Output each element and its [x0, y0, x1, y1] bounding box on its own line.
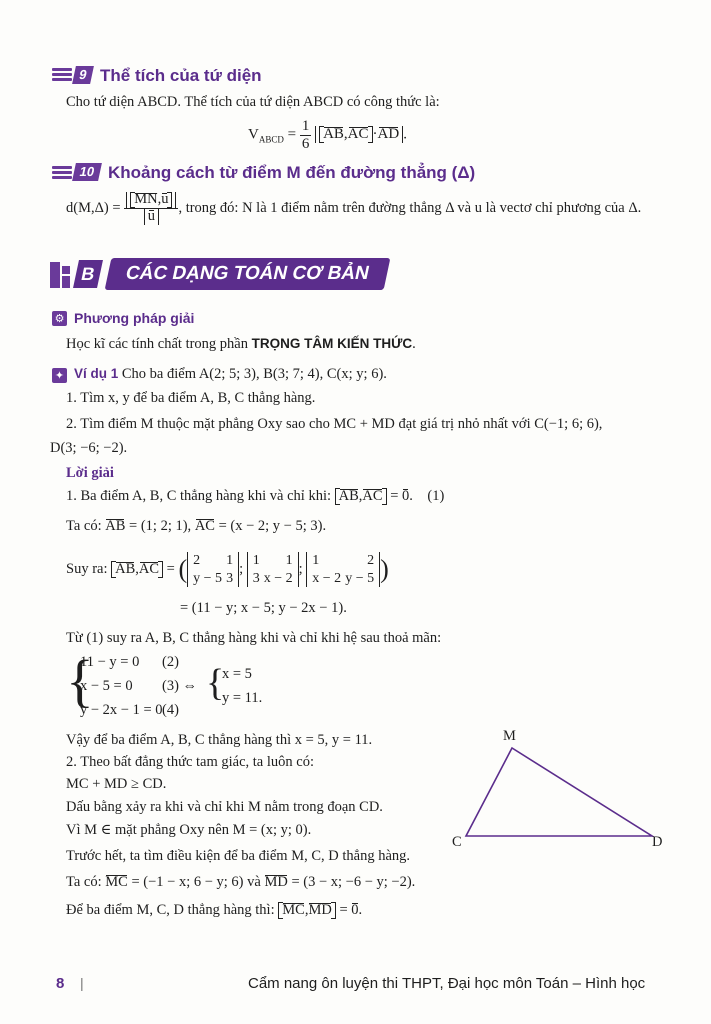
- triangle-figure: [440, 724, 680, 854]
- method-title: Phương pháp giải: [74, 310, 195, 326]
- solution-line: = (11 − y; x − 5; y − 2x − 1).: [180, 600, 347, 616]
- solution-line: Ta có: MC = (−1 − x; 6 − y; 6) và MD = (3 − x; −6 − y; −2).: [66, 874, 416, 890]
- section-number-badge: 10: [72, 163, 102, 181]
- example-stem: Ví dụ 1 Cho ba điểm A(2; 5; 3), B(3; 7; 4), C(x; y; 6).: [74, 366, 387, 382]
- solution-line: Vậy để ba điểm A, B, C thẳng hàng thì x = 5, y = 11.: [66, 732, 373, 748]
- gear-icon: ⚙: [52, 311, 67, 326]
- distance-formula: d(M,Δ) = $\frac{MN,u}{u}$ , trong đó: N là 1 điểm nằm trên đường thẳng Δ và u là vectơ chỉ phương của Δ.: [66, 191, 642, 224]
- formula-note: , trong đó: N là 1 điểm nằm trên đường thẳng Δ và u là vectơ chỉ phương của Δ.: [178, 199, 642, 216]
- point-label-m: M: [503, 728, 516, 744]
- question-continued: D(3; −6; −2).: [50, 440, 128, 456]
- solution-line: Từ (1) suy ra A, B, C thẳng hàng khi và chỉ khi hệ sau thoả mãn:: [66, 630, 442, 646]
- lightbulb-icon: ✦: [52, 368, 67, 383]
- part-b-icon: [50, 262, 72, 288]
- point-label-c: C: [452, 834, 462, 850]
- solution-line: Ta có: AB = (1; 2; 1), AC = (x − 2; y − 5; 3).: [66, 518, 327, 534]
- part-letter: B: [73, 260, 103, 288]
- section-stack-icon: [52, 68, 72, 82]
- section-title: Thể tích của tứ diện: [100, 66, 262, 85]
- section-number-badge: 9: [72, 66, 94, 84]
- solution-line: Suy ra: AB,AC = ( 2 1 y − 5 3; 1 1 3 x − 2; 1 2 x − 2 y − 5 ): [66, 553, 389, 586]
- footer-separator: |: [80, 975, 84, 991]
- question: 2. Tìm điểm M thuộc mặt phẳng Oxy sao cho MC + MD đạt giá trị nhỏ nhất với C(−1; 6; 6),: [66, 416, 603, 432]
- page-number: 8: [56, 975, 65, 992]
- method-text: Học kĩ các tính chất trong phần TRỌNG TÂM KIẾN THỨC.: [66, 336, 416, 352]
- equation-system: { 11 − y = 0 (2) x − 5 = 0 (3) ⇔ y − 2x − 1 = 0 (4) { x = 5 y = 11.: [66, 648, 263, 718]
- solution-label: Lời giải: [66, 465, 114, 481]
- solution-line: 2. Theo bất đẳng thức tam giác, ta luôn có:: [66, 754, 314, 770]
- section-stack-icon: [52, 166, 72, 180]
- question: 1. Tìm x, y để ba điểm A, B, C thẳng hàng.: [66, 390, 316, 406]
- solution-line: Dấu bằng xảy ra khi và chỉ khi M nằm trong đoạn CD.: [66, 799, 383, 815]
- solution-line: Để ba điểm M, C, D thẳng hàng thì: MC,MD = 0.: [66, 902, 363, 918]
- section-title: Khoảng cách từ điểm M đến đường thẳng (Δ): [108, 163, 476, 182]
- point-label-d: D: [652, 834, 663, 850]
- solution-line: MC + MD ≥ CD.: [66, 776, 167, 792]
- part-title: CÁC DẠNG TOÁN CƠ BẢN: [105, 258, 391, 290]
- solution-line: Vì M ∈ mặt phẳng Oxy nên M = (x; y; 0).: [66, 822, 312, 838]
- volume-formula: $V_{ABCD}$ = $\frac{1}{6}$ AB,AC ·AD .: [248, 118, 407, 152]
- solution-line: 1. Ba điểm A, B, C thẳng hàng khi và chỉ khi: AB,AC = 0. (1): [66, 488, 445, 504]
- paragraph: Cho tứ diện ABCD. Thể tích của tứ diện ABCD có công thức là:: [66, 94, 440, 110]
- part-b-banner: [50, 258, 390, 292]
- book-title: Cẩm nang ôn luyện thi THPT, Đại học môn Toán – Hình học: [248, 975, 646, 992]
- triangle-mcd: [466, 748, 652, 836]
- solution-line: Trước hết, ta tìm điều kiện để ba điểm M, C, D thẳng hàng.: [66, 848, 411, 864]
